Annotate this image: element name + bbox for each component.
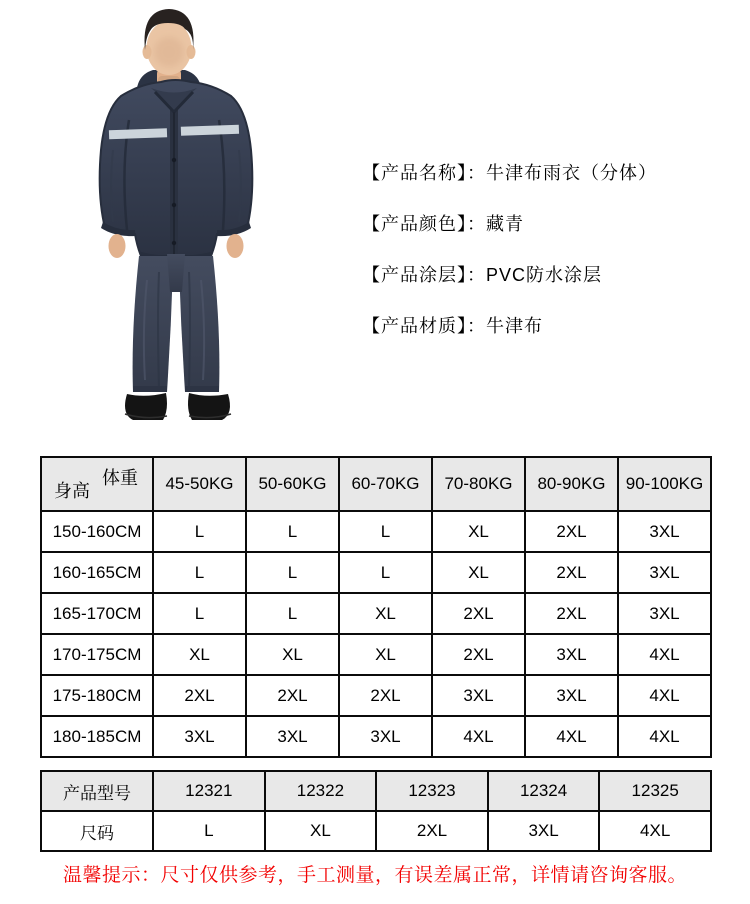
- size-cell: L: [339, 511, 432, 552]
- size-cell: 4XL: [618, 675, 711, 716]
- model-number-row: [41, 771, 711, 811]
- weight-header: 90-100KG: [618, 457, 711, 511]
- model-number-cell: 12323: [376, 771, 488, 811]
- model-number-label: 产品型号: [41, 771, 153, 811]
- table-row: [41, 634, 711, 675]
- height-cell: 165-170CM: [41, 593, 153, 634]
- size-cell: 3XL: [525, 675, 618, 716]
- size-cell: 4XL: [432, 716, 525, 757]
- table-row: [41, 511, 711, 552]
- product-info: [362, 162, 657, 337]
- height-cell: 150-160CM: [41, 511, 153, 552]
- weight-header: 70-80KG: [432, 457, 525, 511]
- model-size-cell: 3XL: [488, 811, 600, 851]
- size-cell: L: [153, 552, 246, 593]
- weight-header: 80-90KG: [525, 457, 618, 511]
- size-chart-table: [40, 456, 712, 758]
- product-material-label: 【产品材质】：: [362, 316, 486, 336]
- size-cell: 3XL: [432, 675, 525, 716]
- size-cell: L: [246, 552, 339, 593]
- product-material-line: [362, 315, 657, 337]
- size-cell: 2XL: [153, 675, 246, 716]
- size-cell: 3XL: [618, 552, 711, 593]
- height-cell: 160-165CM: [41, 552, 153, 593]
- size-cell: 4XL: [618, 634, 711, 675]
- product-color-line: [362, 213, 657, 235]
- product-name-line: [362, 162, 657, 184]
- size-cell: 2XL: [525, 511, 618, 552]
- product-name-label: 【产品名称】：: [362, 163, 486, 183]
- height-cell: 180-185CM: [41, 716, 153, 757]
- size-cell: 3XL: [153, 716, 246, 757]
- table-row: [41, 716, 711, 757]
- size-cell: 2XL: [339, 675, 432, 716]
- size-cell: 2XL: [432, 593, 525, 634]
- size-cell: 3XL: [525, 634, 618, 675]
- size-cell: XL: [432, 511, 525, 552]
- table-row: [41, 552, 711, 593]
- pants-left-leg: [133, 256, 173, 392]
- pants-right-leg: [179, 256, 219, 392]
- model-number-cell: 12321: [153, 771, 265, 811]
- size-chart-header-row: [41, 457, 711, 511]
- size-cell: 4XL: [618, 716, 711, 757]
- model-size-row: [41, 811, 711, 851]
- table-row: [41, 675, 711, 716]
- weight-header: 60-70KG: [339, 457, 432, 511]
- height-axis-label: 身高: [54, 481, 90, 501]
- size-cell: L: [153, 511, 246, 552]
- size-cell: XL: [339, 634, 432, 675]
- size-cell: 2XL: [246, 675, 339, 716]
- model-number-cell: 12324: [488, 771, 600, 811]
- product-coating-value: PVC防水涂层: [486, 265, 603, 285]
- model-size-cell: 2XL: [376, 811, 488, 851]
- size-cell: L: [339, 552, 432, 593]
- product-material-value: 牛津布: [486, 316, 543, 336]
- size-cell: 3XL: [618, 593, 711, 634]
- product-color-label: 【产品颜色】：: [362, 214, 486, 234]
- size-cell: 2XL: [525, 593, 618, 634]
- warm-tip-notice: 温馨提示：尺寸仅供参考，手工测量，有误差属正常，详情请咨询客服。: [62, 865, 687, 886]
- model-size-label: 尺码: [41, 811, 153, 851]
- product-coating-line: [362, 264, 657, 286]
- corner-cell: [41, 457, 153, 511]
- table-row: [41, 593, 711, 634]
- product-coating-label: 【产品涂层】：: [362, 265, 486, 285]
- height-cell: 170-175CM: [41, 634, 153, 675]
- model-size-cell: 4XL: [599, 811, 711, 851]
- size-cell: L: [153, 593, 246, 634]
- size-cell: XL: [432, 552, 525, 593]
- product-color-value: 藏青: [486, 214, 524, 234]
- model-size-cell: L: [153, 811, 265, 851]
- weight-axis-label: 体重: [102, 468, 138, 488]
- size-cell: XL: [339, 593, 432, 634]
- size-cell: 3XL: [339, 716, 432, 757]
- size-cell: L: [246, 593, 339, 634]
- model-photo: [55, 0, 345, 450]
- weight-header: 45-50KG: [153, 457, 246, 511]
- size-cell: L: [246, 511, 339, 552]
- weight-header: 50-60KG: [246, 457, 339, 511]
- size-cell: 2XL: [432, 634, 525, 675]
- model-size-cell: XL: [265, 811, 377, 851]
- size-cell: 3XL: [618, 511, 711, 552]
- size-cell: 2XL: [525, 552, 618, 593]
- product-name-value: 牛津布雨衣（分体）: [486, 163, 657, 183]
- size-cell: XL: [246, 634, 339, 675]
- model-number-cell: 12325: [599, 771, 711, 811]
- size-cell: XL: [153, 634, 246, 675]
- size-cell: 4XL: [525, 716, 618, 757]
- model-number-cell: 12322: [265, 771, 377, 811]
- model-number-table: [40, 770, 712, 852]
- size-cell: 3XL: [246, 716, 339, 757]
- height-cell: 175-180CM: [41, 675, 153, 716]
